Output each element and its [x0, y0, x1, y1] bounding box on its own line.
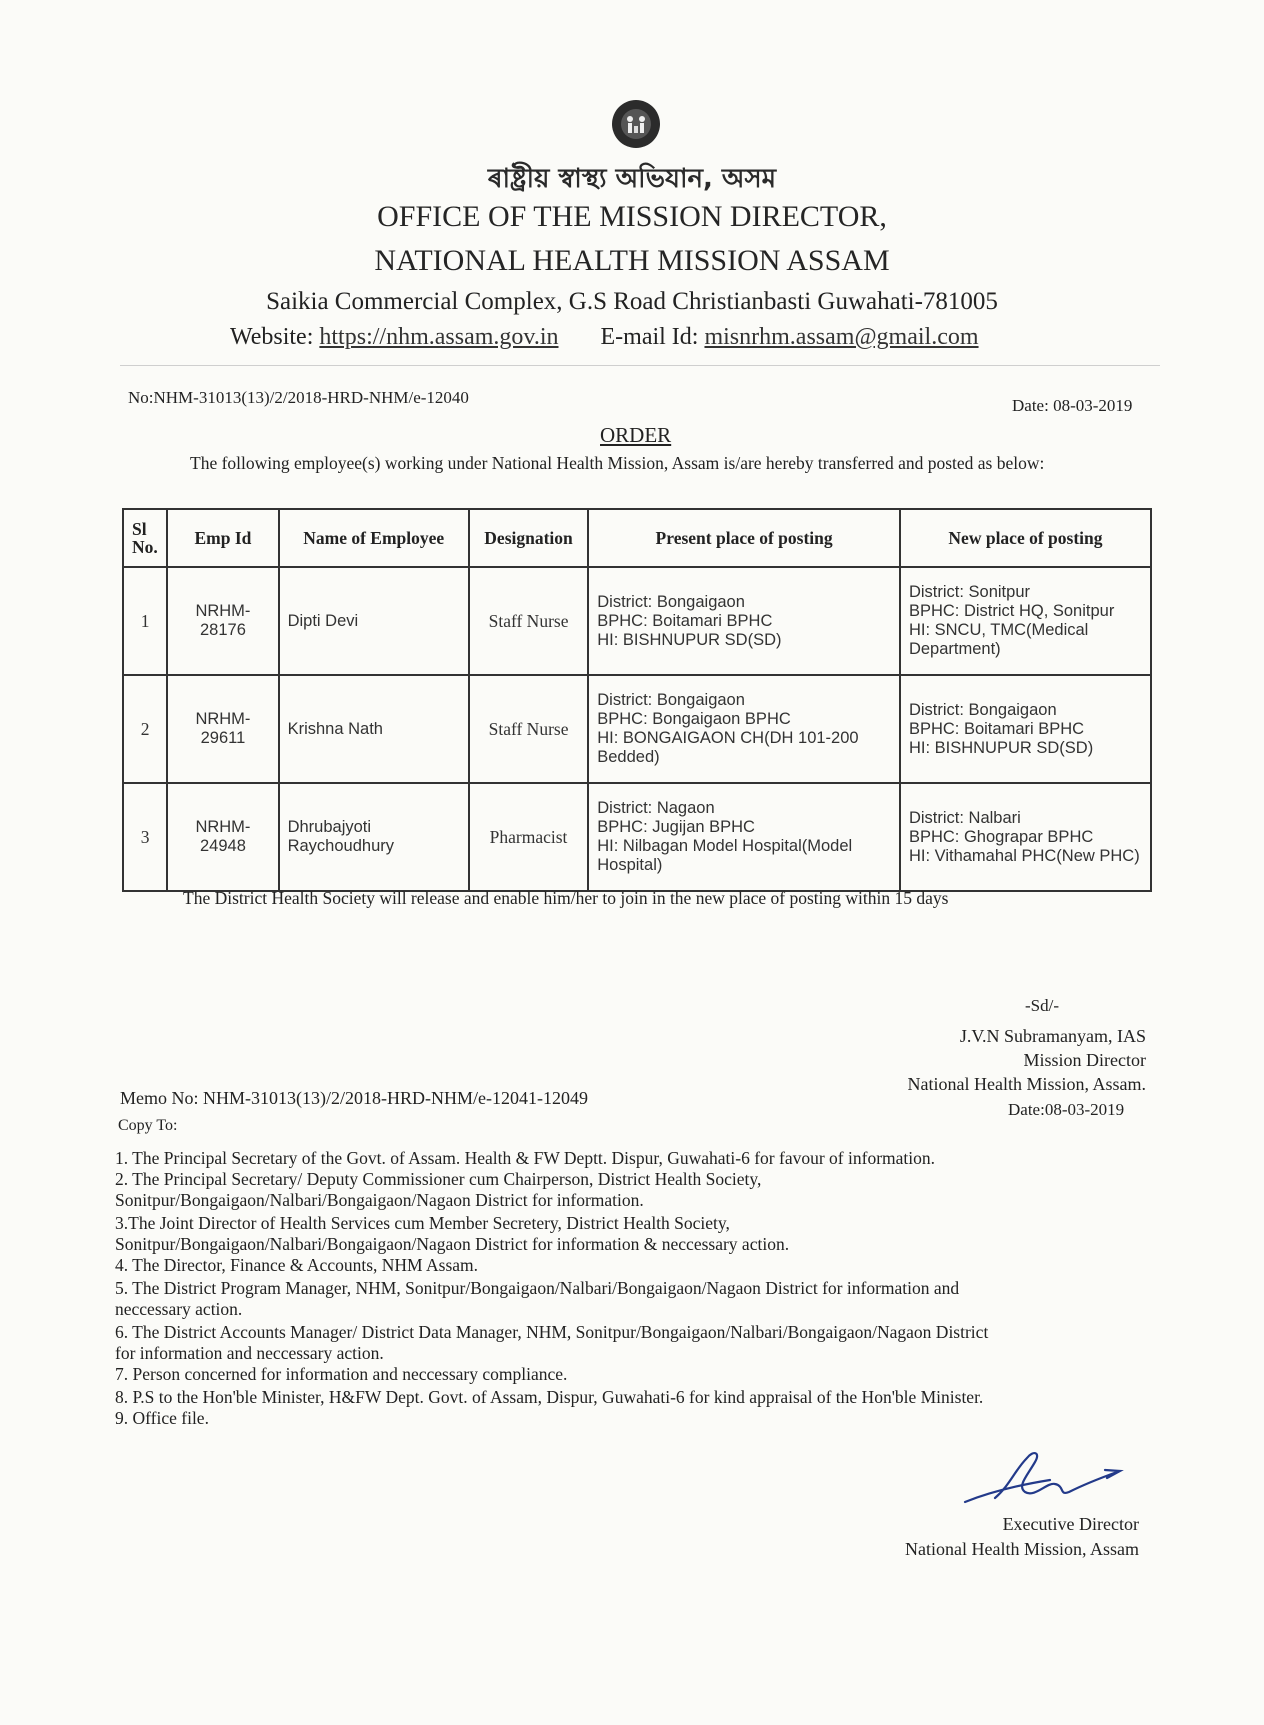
header-divider	[120, 365, 1160, 366]
office-title-line2: NATIONAL HEALTH MISSION ASSAM	[374, 244, 890, 277]
header-new-posting: New place of posting	[900, 509, 1151, 567]
list-item: 1. The Principal Secretary of the Govt. of Assam. Health & FW Deptt. Dispur, Guwahati-6 for favour of information.	[115, 1148, 935, 1168]
memo-date: Date:08-03-2019	[1008, 1100, 1125, 1119]
cell-new-posting: District: Nalbari BPHC: Ghograpar BPHC HI: Vithamahal PHC(New PHC)	[900, 783, 1151, 891]
signatory-block-executive-director	[905, 1512, 1139, 1562]
table-row	[123, 675, 1151, 783]
memo-number: Memo No: NHM-31013(13)/2/2018-HRD-NHM/e-12041-12049	[120, 1088, 588, 1108]
table-row	[123, 783, 1151, 891]
cell-sl-no: 1	[123, 567, 167, 675]
website-link[interactable]: https://nhm.assam.gov.in	[319, 324, 559, 350]
signatory-title: Mission Director	[1023, 1050, 1146, 1070]
email-label: E-mail Id:	[600, 324, 699, 350]
transfer-table	[122, 508, 1152, 892]
office-title-line1: OFFICE OF THE MISSION DIRECTOR,	[377, 200, 887, 233]
cell-emp-id: NRHM-29611	[167, 675, 278, 783]
header-name: Name of Employee	[279, 509, 469, 567]
cell-present-posting: District: Nagaon BPHC: Jugijan BPHC HI: Nilbagan Model Hospital(Model Hospital)	[588, 783, 900, 891]
table-header-row	[123, 509, 1151, 567]
cell-designation: Staff Nurse	[469, 567, 588, 675]
list-item: Sonitpur/Bongaigaon/Nalbari/Bongaigaon/Nagaon District for information.	[115, 1190, 644, 1210]
list-item: 2. The Principal Secretary/ Deputy Commissioner cum Chairperson, District Health Society,	[115, 1169, 762, 1189]
cell-new-posting: District: Sonitpur BPHC: District HQ, Sonitpur HI: SNCU, TMC(Medical Department)	[900, 567, 1151, 675]
email-link[interactable]: misnrhm.assam@gmail.com	[704, 324, 979, 350]
list-item: 8. P.S to the Hon'ble Minister, H&FW Dept. Govt. of Assam, Dispur, Guwahati-6 for kind appraisal of the Hon'ble Minister.	[115, 1387, 984, 1407]
list-item: 6. The District Accounts Manager/ District Data Manager, NHM, Sonitpur/Bongaigaon/Nalbari/Bongaigaon/Nagaon District	[115, 1322, 989, 1342]
signatory-org: National Health Mission, Assam	[905, 1539, 1139, 1559]
list-item: 3.The Joint Director of Health Services cum Member Secretery, District Health Society,	[115, 1213, 730, 1233]
header-present-posting: Present place of posting	[588, 509, 900, 567]
header-designation: Designation	[469, 509, 588, 567]
list-item: Sonitpur/Bongaigaon/Nalbari/Bongaigaon/Nagaon District for information & neccessary action.	[115, 1234, 790, 1254]
website-label: Website:	[230, 324, 314, 350]
list-item: for information and neccessary action.	[115, 1343, 384, 1363]
cell-employee-name: Dipti Devi	[279, 567, 469, 675]
signatory-block-mission-director	[908, 1024, 1146, 1096]
signatory-org: National Health Mission, Assam.	[907, 1074, 1146, 1094]
list-item: neccessary action.	[115, 1299, 243, 1319]
contact-line	[230, 324, 979, 351]
assamese-title: ৰাষ্ট্ৰীয় স্বাস্থ্য অভিযান, অসম	[487, 164, 777, 194]
reference-number: No:NHM-31013(13)/2/2018-HRD-NHM/e-12040	[128, 388, 469, 407]
cell-designation: Pharmacist	[469, 783, 588, 891]
list-item: 5. The District Program Manager, NHM, Sonitpur/Bongaigaon/Nalbari/Bongaigaon/Nagaon District for information and	[115, 1278, 960, 1298]
table-row	[123, 567, 1151, 675]
release-note: The District Health Society will release and enable him/her to join in the new place of posting within 15 days	[183, 888, 949, 908]
header-sl-no: Sl No.	[123, 509, 167, 567]
order-title: ORDER	[600, 423, 672, 447]
cell-employee-name: Krishna Nath	[279, 675, 469, 783]
intro-paragraph: The following employee(s) working under National Health Mission, Assam is/are hereby transferred and posted as below:	[190, 453, 1045, 473]
cell-present-posting: District: Bongaigaon BPHC: Boitamari BPHC HI: BISHNUPUR SD(SD)	[588, 567, 900, 675]
cell-present-posting: District: Bongaigaon BPHC: Bongaigaon BPHC HI: BONGAIGAON CH(DH 101-200 Bedded)	[588, 675, 900, 783]
list-item: 4. The Director, Finance & Accounts, NHM Assam.	[115, 1255, 479, 1275]
office-address: Saikia Commercial Complex, G.S Road Christianbasti Guwahati-781005	[266, 288, 998, 315]
handwritten-signature	[955, 1440, 1125, 1515]
cell-designation: Staff Nurse	[469, 675, 588, 783]
copy-distribution-list	[115, 1146, 1135, 1429]
nhm-emblem-icon	[610, 98, 662, 150]
list-item: 7. Person concerned for information and neccessary compliance.	[115, 1364, 568, 1384]
cell-emp-id: NRHM-28176	[167, 567, 278, 675]
cell-new-posting: District: Bongaigaon BPHC: Boitamari BPHC HI: BISHNUPUR SD(SD)	[900, 675, 1151, 783]
cell-emp-id: NRHM-24948	[167, 783, 278, 891]
signatory-title: Executive Director	[1002, 1514, 1139, 1534]
copy-to-label: Copy To:	[118, 1117, 178, 1134]
cell-sl-no: 2	[123, 675, 167, 783]
header-emp-id: Emp Id	[167, 509, 278, 567]
list-item: 9. Office file.	[115, 1408, 209, 1428]
cell-employee-name: Dhrubajyoti Raychoudhury	[279, 783, 469, 891]
signed-mark: -Sd/-	[1025, 996, 1059, 1015]
order-date: Date: 08-03-2019	[1012, 396, 1133, 415]
cell-sl-no: 3	[123, 783, 167, 891]
signatory-name: J.V.N Subramanyam, IAS	[959, 1026, 1146, 1046]
